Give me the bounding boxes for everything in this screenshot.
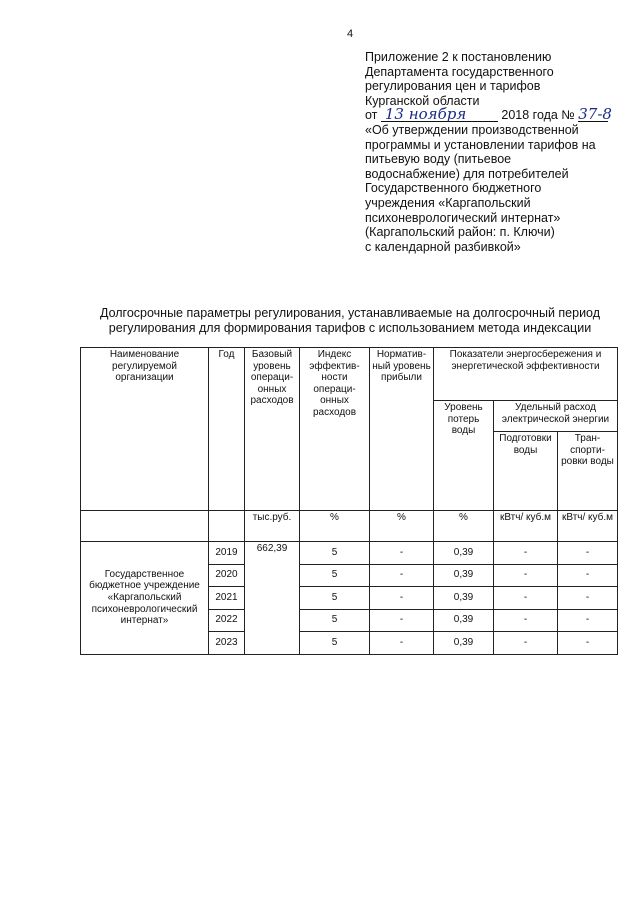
annex-title-line: (Каргапольский район: п. Ключи) [365, 225, 555, 240]
prep-cell: - [494, 542, 558, 565]
parameters-table [80, 347, 618, 655]
losses-cell: 0,39 [434, 564, 494, 587]
index-cell: 5 [300, 564, 370, 587]
annex-block [365, 50, 627, 254]
index-cell: 5 [300, 609, 370, 632]
losses-cell: 0,39 [434, 609, 494, 632]
annex-line: регулирования цен и тарифов [365, 79, 541, 94]
transport-cell: - [558, 632, 618, 655]
year-cell: 2020 [209, 564, 245, 587]
year-cell: 2023 [209, 632, 245, 655]
transport-cell: - [558, 609, 618, 632]
annex-title-line: учреждения «Каргапольский [365, 195, 531, 210]
header-index: Индекс эффектив-ности операци-онных расходов [300, 348, 370, 511]
annex-title-line: «Об утверждении производственной [365, 122, 579, 137]
unit-prep: кВтч/ куб.м [494, 511, 558, 542]
annex-line: Департамента государственного [365, 64, 554, 79]
unit-index: % [300, 511, 370, 542]
index-cell: 5 [300, 587, 370, 610]
profit-cell: - [370, 542, 434, 565]
profit-cell: - [370, 564, 434, 587]
year-cell: 2021 [209, 587, 245, 610]
annex-title-line: с календарной разбивкой» [365, 239, 521, 254]
annex-title-line: питьевую воду (питьевое [365, 152, 512, 167]
annex-line: Курганской области [365, 93, 480, 108]
unit-profit: % [370, 511, 434, 542]
prep-cell: - [494, 587, 558, 610]
annex-title-line: психоневрологический интернат» [365, 210, 561, 225]
year-cell: 2019 [209, 542, 245, 565]
annex-title-line: Государственного бюджетного [365, 181, 542, 196]
index-cell: 5 [300, 632, 370, 655]
year-text: 2018 года № [501, 108, 575, 123]
transport-cell: - [558, 587, 618, 610]
annex-line: Приложение 2 к постановлению [365, 50, 552, 64]
header-year: Год [209, 348, 245, 511]
annex-title-line: программы и установлении тарифов на [365, 137, 596, 152]
header-prep: Подготовки воды [494, 432, 558, 511]
transport-cell: - [558, 564, 618, 587]
losses-cell: 0,39 [434, 632, 494, 655]
handwritten-date: 13 ноября [381, 108, 498, 122]
annex-date-line [365, 105, 627, 124]
from-prefix: от [365, 108, 378, 123]
transport-cell: - [558, 542, 618, 565]
unit-base: тыс.руб. [245, 511, 300, 542]
heading-line: Долгосрочные параметры регулирования, устанавливаемые на долгосрочный период [99, 306, 601, 320]
header-energy: Показатели энергосбережения и энергетической эффективности [434, 348, 618, 401]
profit-cell: - [370, 609, 434, 632]
table-row [81, 542, 618, 565]
prep-cell: - [494, 609, 558, 632]
header-profit: Норматив-ный уровень прибыли [370, 348, 434, 511]
profit-cell: - [370, 587, 434, 610]
losses-cell: 0,39 [434, 542, 494, 565]
year-cell: 2022 [209, 609, 245, 632]
annex-title-line: водоснабжение) для потребителей [365, 166, 569, 181]
header-org: Наименование регулируемой организации [81, 348, 209, 511]
prep-cell: - [494, 632, 558, 655]
base-value-cell: 662,39 [245, 542, 300, 655]
index-cell: 5 [300, 542, 370, 565]
page-number: 4 [347, 28, 354, 40]
header-base: Базовый уровень операци-онных расходов [245, 348, 300, 511]
heading-line: регулирования для формирования тарифов с использованием метода индексации [108, 321, 592, 335]
header-specific: Удельный расход электрической энергии [494, 401, 618, 432]
document-heading [60, 306, 640, 336]
profit-cell: - [370, 632, 434, 655]
prep-cell: - [494, 564, 558, 587]
header-losses: Уровень потерь воды [434, 401, 494, 511]
org-name-cell: Государственное бюджетное учреждение «Каргапольский психоневрологический интернат» [81, 542, 209, 655]
unit-transport: кВтч/ куб.м [558, 511, 618, 542]
unit-losses: % [434, 511, 494, 542]
losses-cell: 0,39 [434, 587, 494, 610]
handwritten-number: 37-8 [578, 105, 612, 124]
header-transport: Тран-спорти-ровки воды [558, 432, 618, 511]
